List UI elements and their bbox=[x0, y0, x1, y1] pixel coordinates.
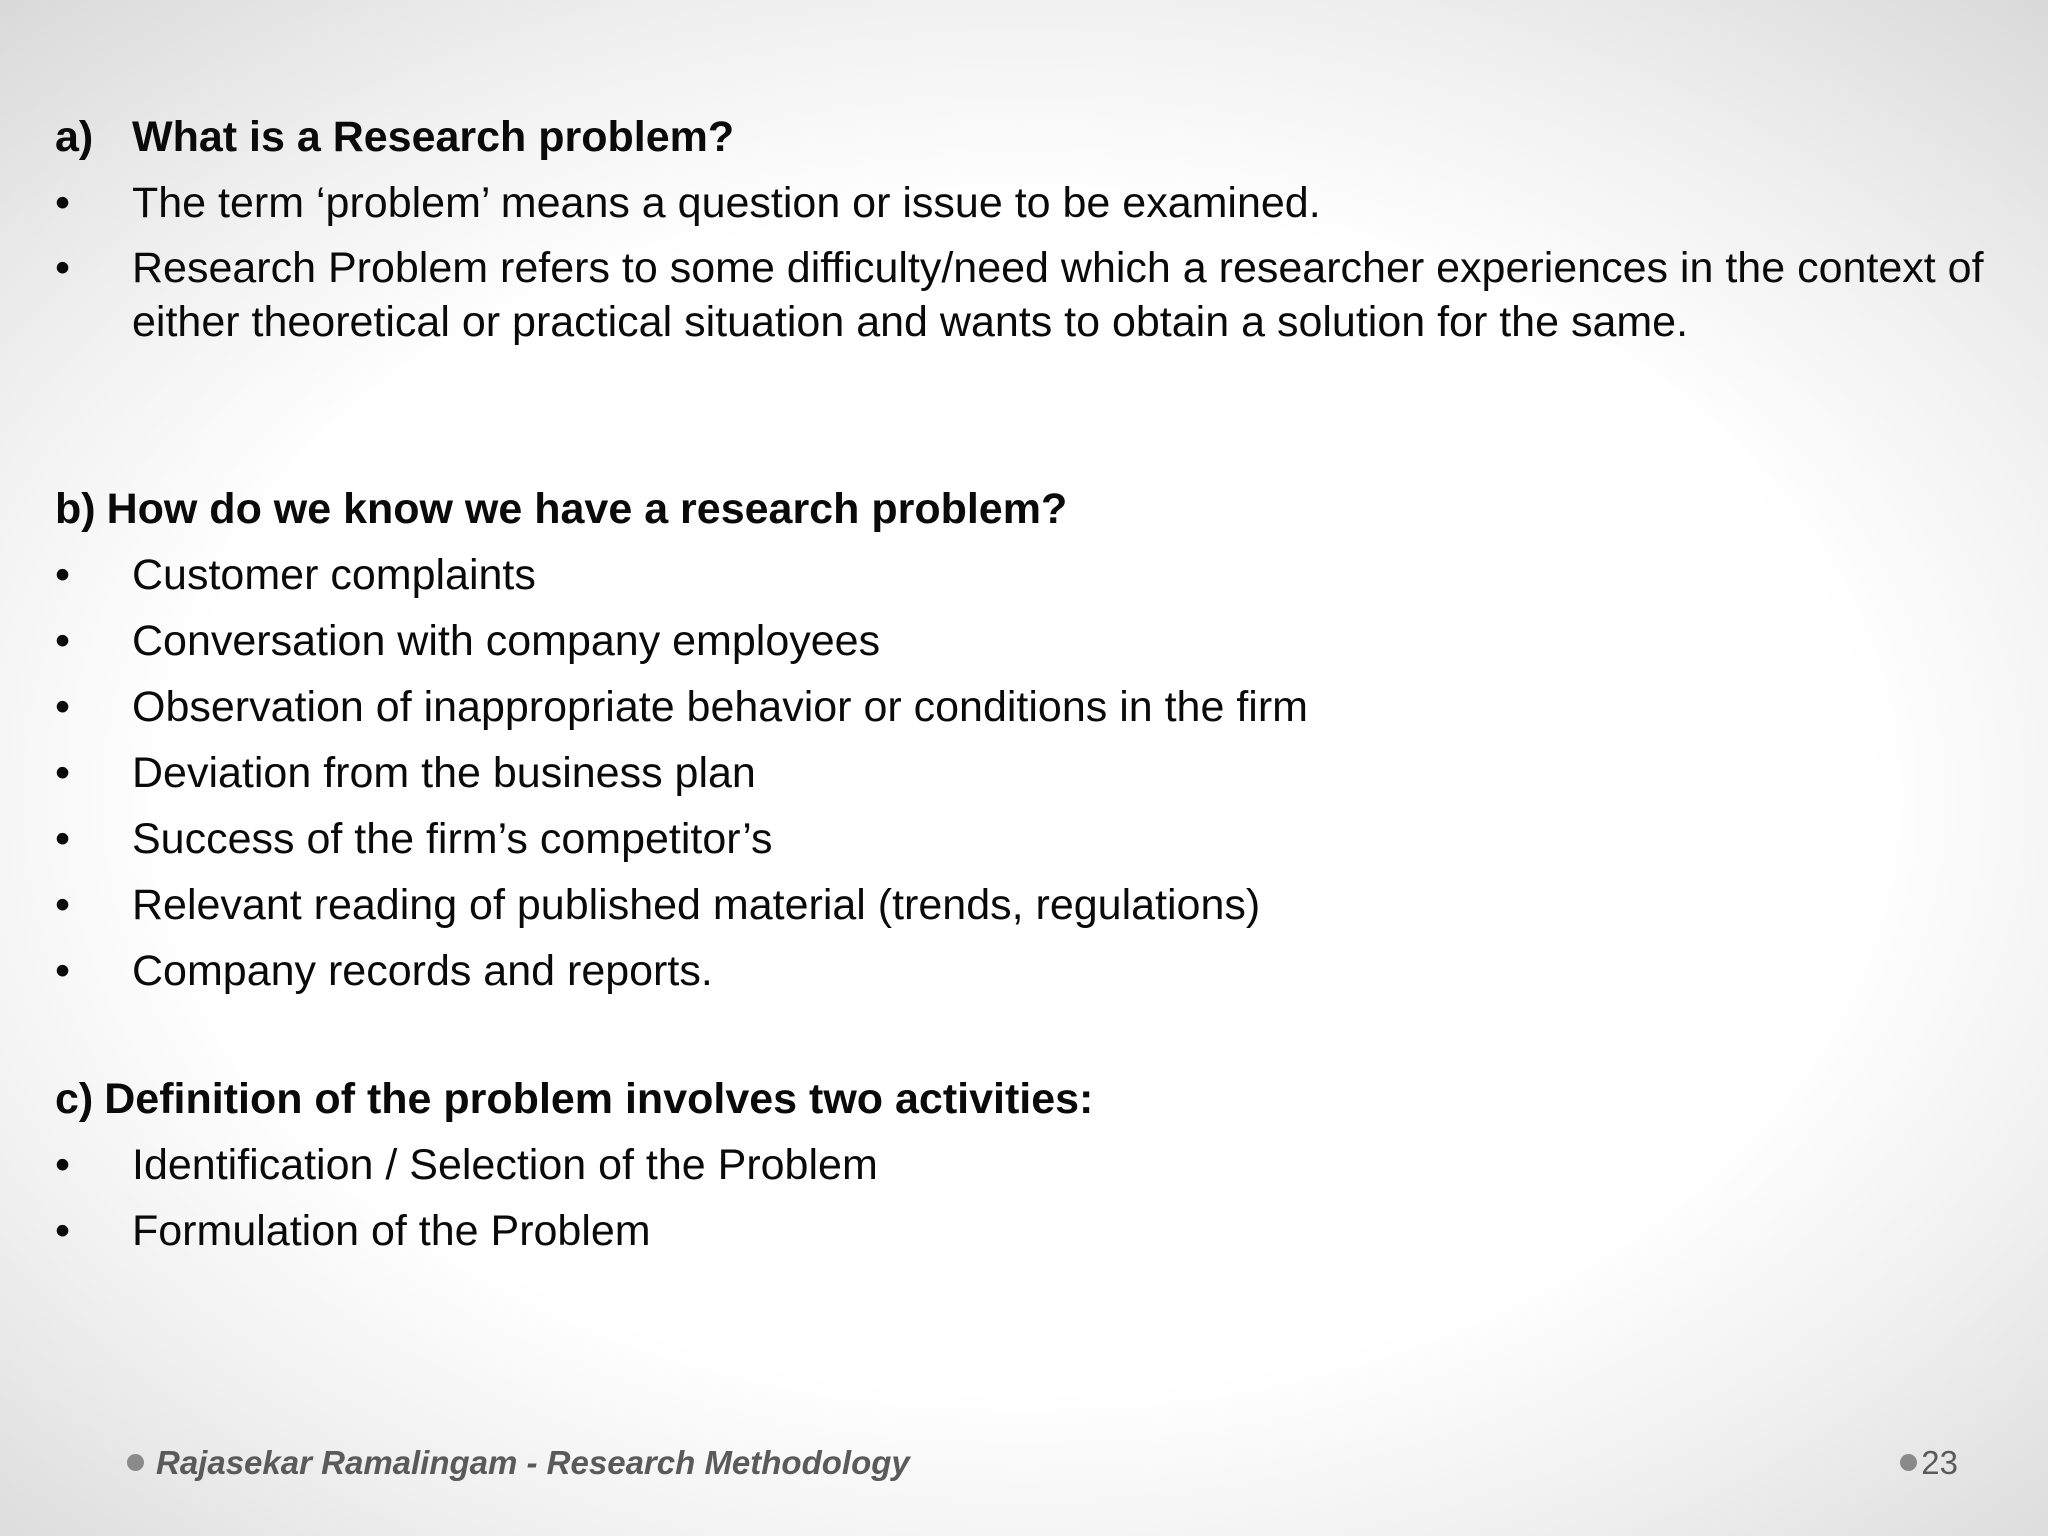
bullet-dot: • bbox=[55, 244, 71, 292]
bullet-dot: • bbox=[55, 551, 71, 599]
section-b-list bbox=[55, 548, 1985, 998]
section-a bbox=[55, 112, 1985, 349]
list-item-text: Conversation with company employees bbox=[132, 617, 881, 665]
list-item bbox=[55, 1204, 1985, 1258]
section-a-title: What is a Research problem? bbox=[132, 113, 735, 161]
list-item bbox=[55, 944, 1985, 998]
page-number: 23 bbox=[1921, 1444, 1958, 1481]
list-item bbox=[55, 1138, 1985, 1192]
list-item-text: Observation of inappropriate behavior or conditions in the firm bbox=[132, 683, 1308, 731]
section-c-marker: c) bbox=[55, 1075, 94, 1123]
list-item-text: Research Problem refers to some difficulty/need which a researcher experiences in the context of either theoretical or practical situation and wants to obtain a solution for the same. bbox=[132, 244, 1984, 346]
bullet-dot: • bbox=[55, 1207, 71, 1255]
list-item-text: Identification / Selection of the Problem bbox=[132, 1141, 878, 1189]
footer-author bbox=[127, 1444, 910, 1482]
footer-author-text: Rajasekar Ramalingam - Research Methodology bbox=[156, 1444, 910, 1481]
footer-page-number bbox=[1900, 1444, 1958, 1482]
section-c-heading bbox=[55, 1074, 1985, 1124]
list-item bbox=[55, 680, 1985, 734]
list-item-text: Success of the firm’s competitor’s bbox=[132, 815, 773, 863]
list-item bbox=[55, 812, 1985, 866]
section-c-title: Definition of the problem involves two activities: bbox=[104, 1075, 1094, 1123]
list-item bbox=[55, 176, 1985, 230]
list-item-text: Company records and reports. bbox=[132, 947, 713, 995]
list-item bbox=[55, 614, 1985, 668]
list-item-text: Relevant reading of published material (trends, regulations) bbox=[132, 881, 1261, 929]
section-a-heading bbox=[55, 112, 1985, 162]
list-item-text: Deviation from the business plan bbox=[132, 749, 756, 797]
list-item bbox=[55, 241, 1985, 349]
list-item bbox=[55, 746, 1985, 800]
section-c-list bbox=[55, 1138, 1985, 1258]
bullet-dot: • bbox=[55, 881, 71, 929]
section-b-marker: b) bbox=[55, 485, 96, 533]
section-a-list bbox=[55, 176, 1985, 349]
footer-dot-icon bbox=[127, 1454, 144, 1471]
list-item bbox=[55, 548, 1985, 602]
bullet-dot: • bbox=[55, 617, 71, 665]
list-item-text: Formulation of the Problem bbox=[132, 1207, 651, 1255]
list-item bbox=[55, 878, 1985, 932]
bullet-dot: • bbox=[55, 179, 71, 227]
bullet-dot: • bbox=[55, 1141, 71, 1189]
bullet-dot: • bbox=[55, 683, 71, 731]
bullet-dot: • bbox=[55, 947, 71, 995]
bullet-dot: • bbox=[55, 815, 71, 863]
section-a-marker: a) bbox=[55, 113, 94, 161]
list-item-text: Customer complaints bbox=[132, 551, 536, 599]
bullet-dot: • bbox=[55, 749, 71, 797]
section-b-title: How do we know we have a research problem? bbox=[106, 485, 1068, 533]
section-c bbox=[55, 1074, 1985, 1258]
section-b bbox=[55, 484, 1985, 998]
footer-dot-icon bbox=[1900, 1454, 1917, 1471]
list-item-text: The term ‘problem’ means a question or issue to be examined. bbox=[132, 179, 1321, 227]
section-b-heading bbox=[55, 484, 1985, 534]
